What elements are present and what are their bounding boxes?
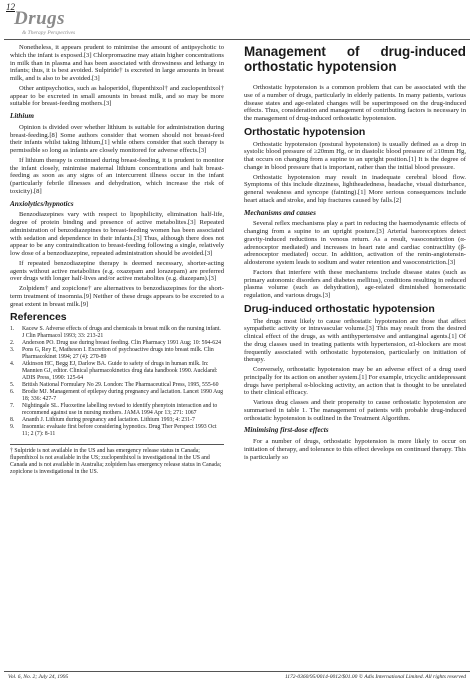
reference-text: Brodie MJ. Management of epilepsy during pregnancy and lactation. Lancet 1990 Aug 18; 336: 427-7 <box>22 389 224 402</box>
reference-text: British National Formulary No 29. London: The Pharmaceutical Press, 1995, 555-60 <box>22 382 219 388</box>
paragraph: Other antipsychotics, such as haloperidol, flupenthixol† and zuclopenthixol† appear to be excreted in small amounts in breast milk, and so may be more suitable for breast-feeding mothers.[3] <box>10 84 224 108</box>
paragraph: Factors that interfere with these mechanisms include disease states (such as primary autonomic disorders and diabetes mellitus), conditions resulting in reduced plasma volume (such as dehydration), age-related diminished homeostatic regulation, and various drugs.[3] <box>244 268 466 299</box>
paragraph: Nonetheless, it appears prudent to minimise the amount of antipsychotic to which the infant is exposed.[3] Chlorpromazine may attain higher concentrations in milk than in plasma and has been associated with drowsiness and lethargy in infants; thus, it is best avoided. Sulpiride† is excreted in large amounts in breast milk, and is also to be avoided.[3] <box>10 44 224 82</box>
section-heading-anxiolytics: Anxiolytics/hypnotics <box>10 199 74 208</box>
reference-item <box>10 361 224 382</box>
reference-text: Insomnia: evaluate first before considering hypnotics. Drug Ther Perspect 1993 Oct 11; 2 (7): 8-11 <box>22 424 217 437</box>
reference-number: 2. <box>10 340 15 346</box>
paragraph: Orthostatic hypotension may result in inadequate cerebral blood flow. Symptoms of this include dizziness, lightheadedness, headache, visual disturbance, general weakness and syncope (fainting).[1] More serious consequences include heart attack and stroke, and hip fractures caused by falls.[2] <box>244 173 466 204</box>
reference-item <box>10 340 224 347</box>
reference-number: 8. <box>10 417 15 423</box>
reference-item <box>10 424 224 438</box>
footer-issue: Vol. 6, No. 2; July 24, 1995 <box>8 674 69 680</box>
page-header <box>0 0 474 42</box>
reference-item <box>10 417 224 424</box>
right-column <box>244 44 466 463</box>
reference-text: Atkinson HC, Begg EJ, Darlow BA. Guide to safety of drugs in human milk. In: Mannien GJ, editor. Clinical pharmacokinetics drug data handbook 1990. Auckland: ADIS Press, 1990: 125-64 <box>22 361 218 381</box>
reference-item <box>10 403 224 417</box>
paragraph: Various drug classes and their propensity to cause orthostatic hypotension are summarised in table 1. The management of patients with probable drug-induced orthostatic hypotension is outlined in the Treatment Algorithm. <box>244 399 466 422</box>
footnote: † Sulpiride is not available in the US and has emergency release status in Canada; flupenthixol is not available in the US; zuclopenthixol is investigational in the US and Canada and is not available in Australia; zolpidem has emergency release status in Canada; zopiclone is investigational in the US. <box>10 448 222 475</box>
reference-number: 1. <box>10 326 15 332</box>
footnote-rule <box>10 444 224 445</box>
reference-text: Anderson PO. Drug use during breast feeding. Clin Pharmacy 1991 Aug; 10: 594-624 <box>22 340 221 346</box>
reference-text: Nightingale SL. Fluoxetine labelling revised to identify phenytoin interaction and to recommend against use in nursing mothers. JAMA 1994 Apr 13; 271: 1067 <box>22 403 218 416</box>
paragraph: If lithium therapy is continued during breast-feeding, it is prudent to monitor the infant closely, minimise maternal lithium concentrations and halt breast-feeding as soon as any signs of an intercurrent illness occur in the infant (particularly febrile illnesses and dehydration, which increase the risk of toxicity).[8] <box>10 156 224 195</box>
reference-item <box>10 382 224 389</box>
intro-paragraph: Orthostatic hypotension is a common problem that can be associated with the use of a number of drugs, particularly in elderly patients. In many patients, various disease states and age-related changes will be superimposed on the drug-induced effects. Thus, consideration and management of contributing factors is necessary in the management of drug-induced orthostatic hypotension. <box>244 84 466 122</box>
reference-number: 9. <box>10 424 15 430</box>
header-rule <box>4 39 470 40</box>
page-number: 12 <box>6 2 15 12</box>
reference-number: 6. <box>10 389 15 395</box>
paragraph: The drugs most likely to cause orthostatic hypotension are those that affect sympathetic activity or intravascular volume.[3] This may result from the desired clinical effect of the drugs, as with antihypertensive and antianginal agents.[1] Of the drug classes used in treating patients with hypertension, α1-blockers are most frequently associated with orthostatic hypotension, particularly on initiation of therapy. <box>244 317 466 364</box>
reference-number: 7. <box>10 403 15 409</box>
reference-number: 5. <box>10 382 15 388</box>
reference-number: 3. <box>10 347 15 353</box>
reference-text: Pons G, Rey E, Matheson I. Excretion of psychoactive drugs into breast milk. Clin Pharmacokinet 1994; 27 (4): 270-89 <box>22 347 214 360</box>
left-column <box>10 44 224 476</box>
paragraph: Several reflex mechanisms play a part in reducing the haemodynamic effects of changing from a supine to an upright posture.[3] Arterial baroreceptors detect gravity-induced reductions in venous return. As a result, vasoconstriction (α-adrenoceptor mediated) and increases in heart rate and cardiac contractility (β-adrenoceptor mediated) occur. In addition, activation of the renin-angiotensin-aldosterone system leads to sodium and water retention and vasoconstriction.[3] <box>244 220 466 266</box>
reference-text: Ananth J. Lithium during pregnancy and lactation. Lithium 1993; 4: 231-7 <box>22 417 195 423</box>
section-heading-mechanisms: Mechanisms and causes <box>244 208 316 217</box>
reference-list <box>10 326 224 438</box>
paragraph: If repeated benzodiazepine therapy is deemed necessary, shorter-acting agents without active metabolites (e.g. oxazepam and lorazepam) are preferred over drugs with longer half-lives and/or active metabolites (e.g. diazepam).[3] <box>10 259 224 283</box>
section-heading-orthostatic: Orthostatic hypotension <box>244 125 366 138</box>
footer-copyright: 1172-0360/95/0014-0012/$01.00 © Adis International Limited. All rights reserved <box>284 674 466 680</box>
references-heading: References <box>10 311 67 324</box>
reference-number: 4. <box>10 361 15 367</box>
paragraph: Orthostatic hypotension (postural hypotension) is usually defined as a drop in systolic blood pressure of ≥20mm Hg, or in diastolic blood pressure of ≥10mm Hg, that occurs on changing from a supine to an upright position.[1] It is the degree of change in blood pressure that is important, rather than the initial blood pressure. <box>244 140 466 171</box>
reference-text: Kacew S. Adverse effects of drugs and chemicals in breast milk on the nursing infant. J Clin Pharmacol 1993; 33: 213-21 <box>22 326 221 339</box>
reference-item <box>10 326 224 340</box>
section-heading-first-dose: Minimising first-dose effects <box>244 426 329 435</box>
section-heading-lithium: Lithium <box>10 112 34 120</box>
paragraph: Conversely, orthostatic hypotension may be an adverse effect of a drug used principally for its action on another system.[1] For example, tricyclic antidepressant drugs have peripheral α-blocking activity, an action that is thought to be unrelated to their clinical efficacy. <box>244 366 466 397</box>
paragraph: Zolpidem† and zopiclone† are alternatives to benzodiazepines for the short-term treatment of insomnia.[9] Neither of these drugs appears to be excreted to a great extent in breast milk.[9] <box>10 285 224 308</box>
paragraph: Opinion is divided over whether lithium is suitable for administration during breast-feeding.[8] Some authors consider that women should not breast-feed their infants whilst taking lithium,[1] while others consider that such therapy is permissible so long as infants are closely monitored for adverse effects.[3] <box>10 123 224 154</box>
footer-rule <box>4 671 470 672</box>
paragraph: Benzodiazepines vary with respect to lipophilicity, elimination half-life, degree of protein binding and presence of active metabolites.[3] Repeated administration of benzodiazepines to breast-feeding women has been associated with sedation and dependence in their infants.[3] Thus, although there does not appear to be any contraindication to breast-feeding following a single, relatively low dose of a benzodiazepine, repeated administration should be avoided.[3] <box>10 211 224 257</box>
paragraph: For a number of drugs, orthostatic hypotension is more likely to occur on initiation of therapy, and tolerance to this effect develops on continued therapy. This is particularly so <box>244 438 466 461</box>
reference-item <box>10 347 224 361</box>
journal-logo: Drugs <box>14 8 66 29</box>
article-title: Management of drug-induced orthostatic hypotension <box>244 44 466 74</box>
section-heading-drug-induced: Drug-induced orthostatic hypotension <box>244 302 435 315</box>
journal-logo-subtitle: & Therapy Perspectives <box>22 30 76 36</box>
reference-item <box>10 389 224 403</box>
